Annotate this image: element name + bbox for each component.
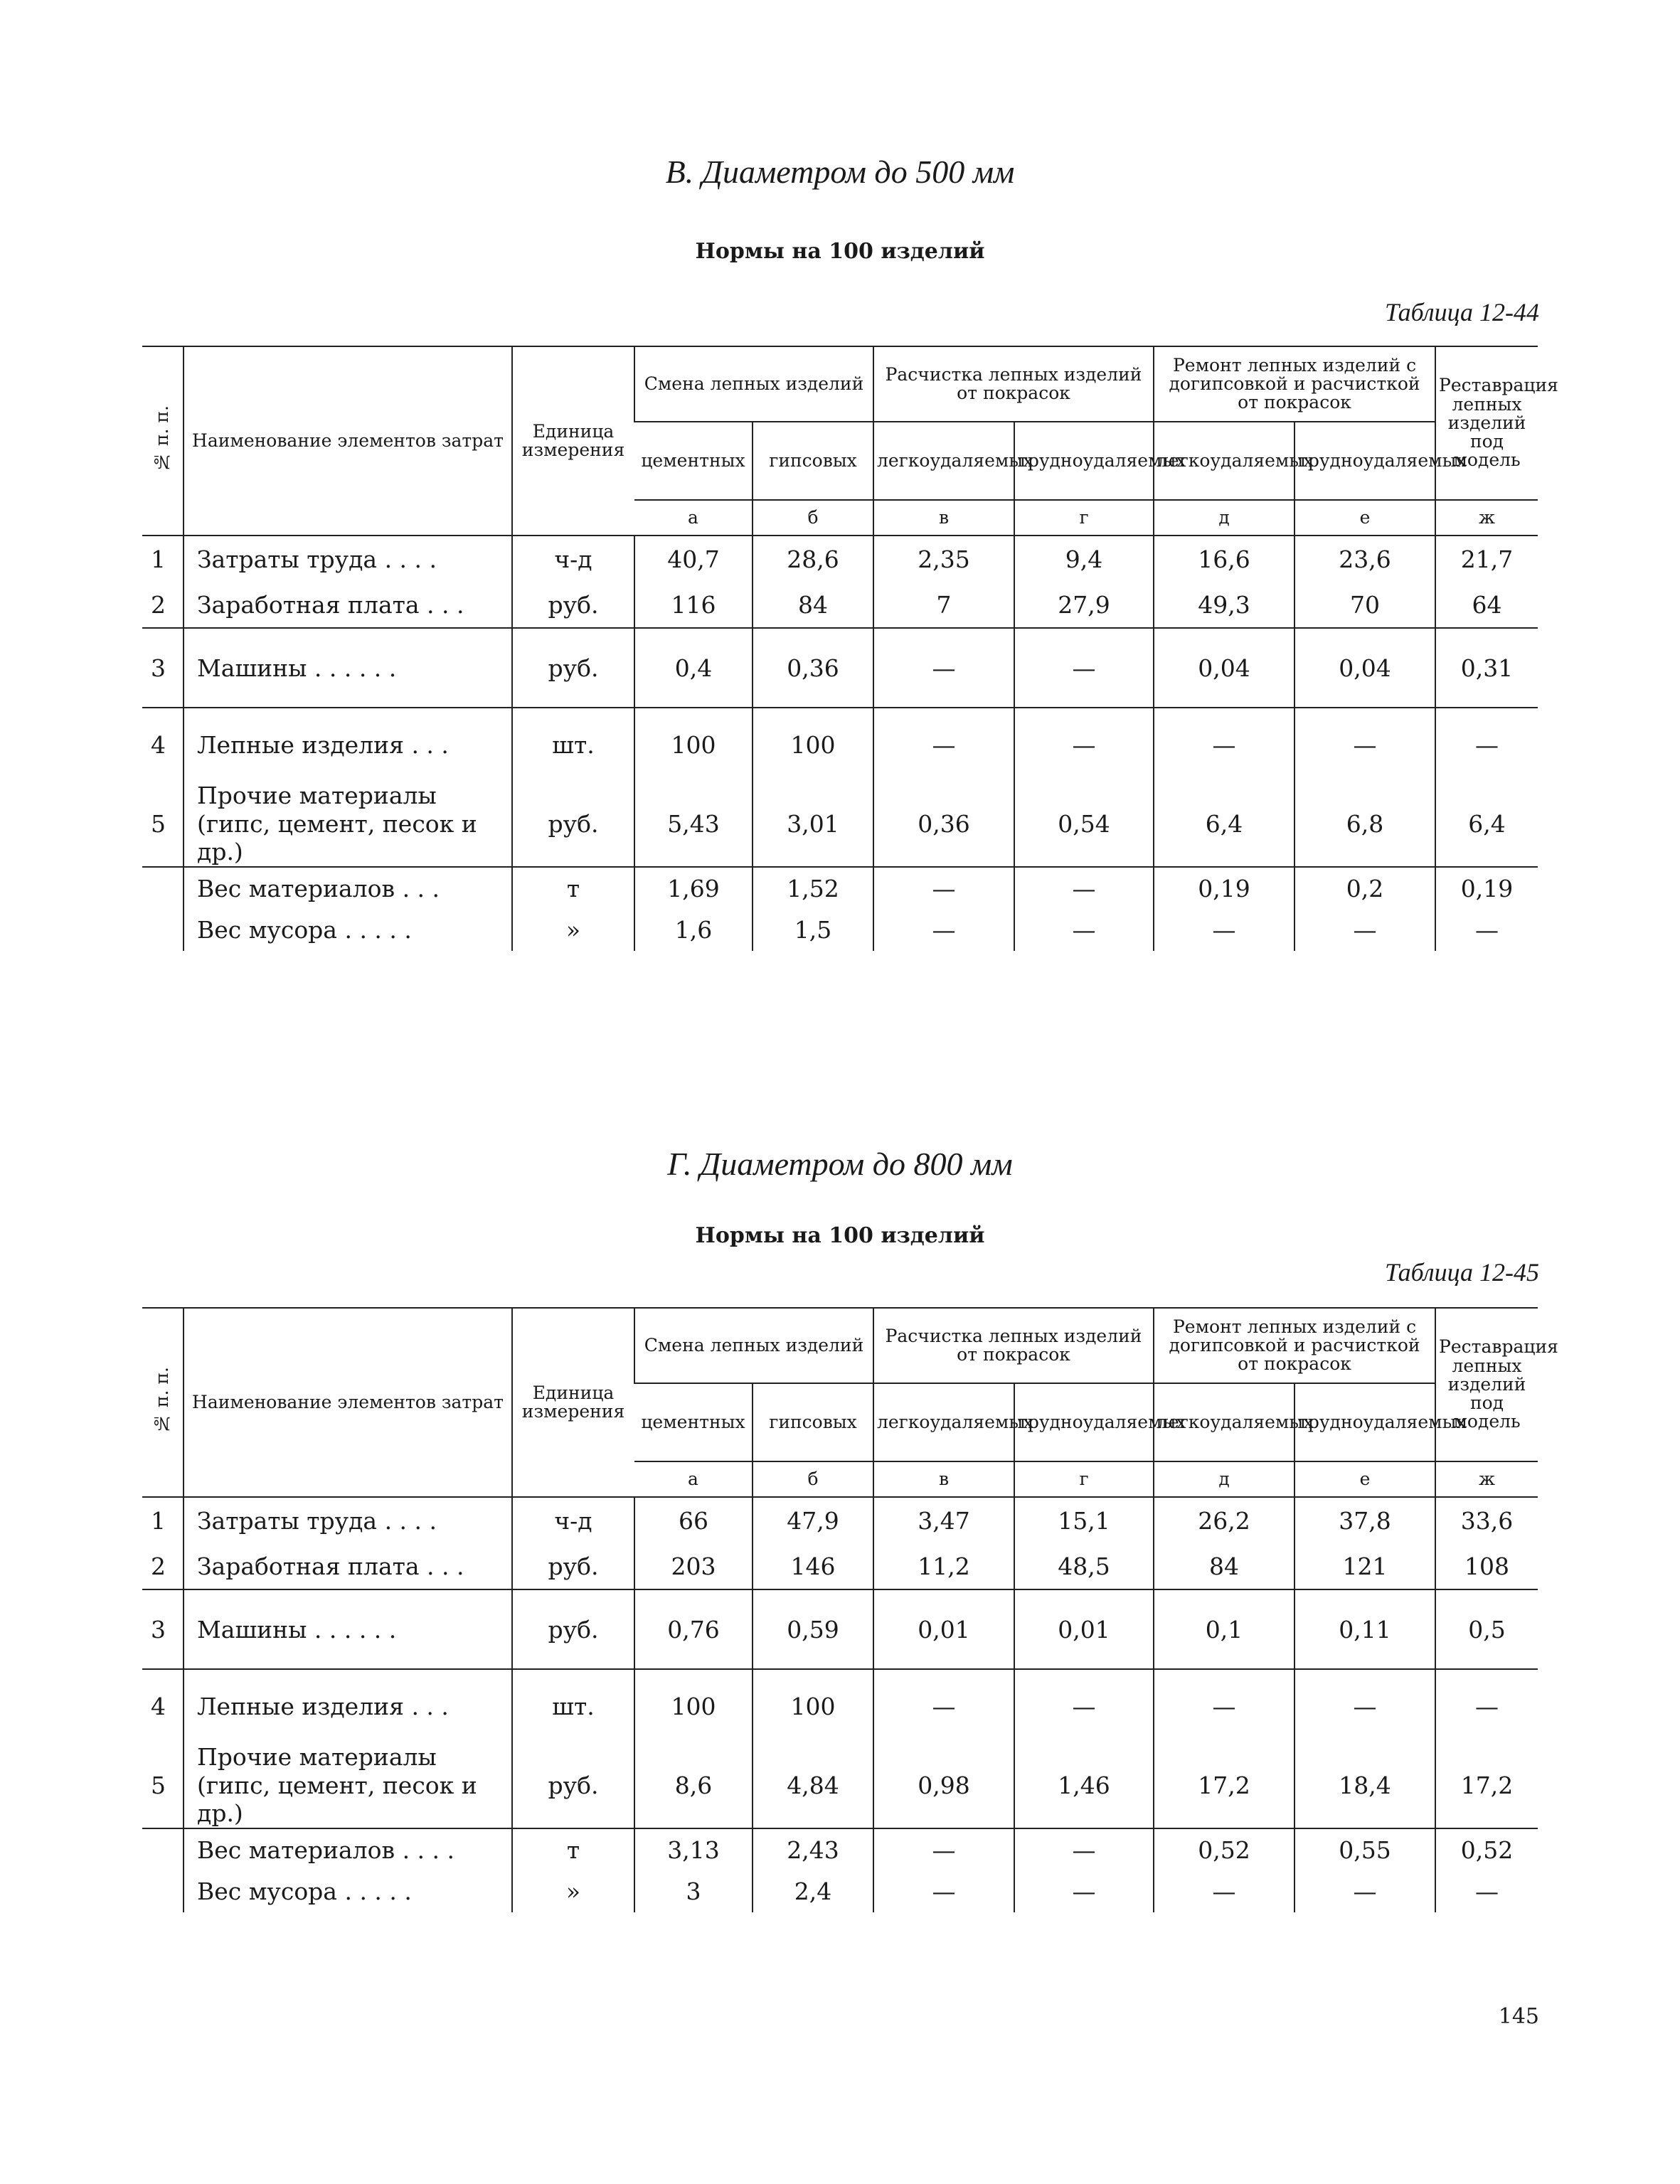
value-cell: 0,2 (1294, 867, 1435, 910)
header-sub-e: трудноудаляемых (1294, 1383, 1435, 1461)
value-cell: 0,54 (1014, 782, 1154, 867)
row-unit: » (512, 910, 634, 951)
value-cell: 28,6 (753, 536, 873, 582)
value-cell: — (873, 910, 1014, 951)
value-cell: 0,11 (1294, 1589, 1435, 1669)
value-cell: 100 (634, 1669, 753, 1743)
table-row (142, 1871, 1538, 1912)
row-unit: т (512, 867, 634, 910)
value-cell: — (1014, 1669, 1154, 1743)
norms-table (142, 346, 1558, 951)
value-cell: 11,2 (873, 1544, 1014, 1589)
header-sub-g: трудноудаляемых (1014, 422, 1154, 500)
norms-table (142, 1307, 1558, 1912)
value-cell: 0,01 (1014, 1589, 1154, 1669)
value-cell: 1,5 (753, 910, 873, 951)
header-sub-a: цементных (634, 1383, 753, 1461)
value-cell: 0,52 (1435, 1828, 1538, 1871)
value-cell: 100 (753, 708, 873, 782)
header-group-restoration: Реставрация лепных изделий под модель (1435, 1308, 1538, 1461)
row-num (142, 867, 184, 910)
table-row (142, 628, 1538, 708)
value-cell: 0,5 (1435, 1589, 1538, 1669)
section-heading: Г. Диаметром до 800 мм (667, 1146, 1013, 1182)
table-label: Таблица 12-45 (1384, 1258, 1539, 1287)
value-cell: 3,47 (873, 1497, 1014, 1544)
value-cell: 16,6 (1154, 536, 1294, 582)
value-cell: 17,2 (1435, 1743, 1538, 1828)
norms-subheading: Нормы на 100 изделий (695, 239, 985, 264)
row-name: Вес мусора . . . . . (184, 910, 512, 951)
col-letter: б (753, 500, 873, 536)
value-cell: — (1014, 628, 1154, 708)
value-cell: — (1014, 910, 1154, 951)
value-cell: 1,52 (753, 867, 873, 910)
value-cell: 0,1 (1154, 1589, 1294, 1669)
value-cell: — (1294, 708, 1435, 782)
header-unit: Единица измерения (512, 346, 634, 536)
section-heading: В. Диаметром до 500 мм (665, 154, 1015, 190)
value-cell: — (873, 628, 1014, 708)
value-cell: 4,84 (753, 1743, 873, 1828)
value-cell: 84 (1154, 1544, 1294, 1589)
col-letter: б (753, 1461, 873, 1497)
value-cell: — (1435, 910, 1538, 951)
value-cell: 0,19 (1435, 867, 1538, 910)
value-cell: 0,04 (1294, 628, 1435, 708)
row-unit: руб. (512, 1589, 634, 1669)
row-num: 2 (142, 582, 184, 628)
value-cell: — (1435, 1871, 1538, 1912)
value-cell: 33,6 (1435, 1497, 1538, 1544)
table-row (142, 1669, 1538, 1743)
row-unit: руб. (512, 628, 634, 708)
value-cell: 64 (1435, 582, 1538, 628)
row-unit: руб. (512, 582, 634, 628)
table-row (142, 910, 1538, 951)
row-name: Прочие материалы (гипс, цемент, песок и др.) (184, 782, 512, 867)
header-num: № п. п. (142, 1308, 184, 1497)
value-cell: 2,43 (753, 1828, 873, 1871)
col-letter: ж (1435, 1461, 1538, 1497)
row-num: 3 (142, 1589, 184, 1669)
table-row (142, 1828, 1538, 1871)
row-num: 5 (142, 782, 184, 867)
table-row (142, 1497, 1538, 1544)
value-cell: 0,98 (873, 1743, 1014, 1828)
row-name: Машины . . . . . . (184, 628, 512, 708)
table-row (142, 708, 1538, 782)
col-letter: д (1154, 500, 1294, 536)
row-num (142, 910, 184, 951)
value-cell: — (1154, 910, 1294, 951)
header-sub-b: гипсовых (753, 1383, 873, 1461)
value-cell: — (1154, 1669, 1294, 1743)
value-cell: 6,4 (1154, 782, 1294, 867)
row-name: Лепные изделия . . . (184, 708, 512, 782)
row-name: Вес материалов . . . (184, 867, 512, 910)
value-cell: 2,35 (873, 536, 1014, 582)
table-row (142, 867, 1538, 910)
row-unit: шт. (512, 708, 634, 782)
value-cell: 26,2 (1154, 1497, 1294, 1544)
header-group-replace: Смена лепных изделий (634, 346, 873, 422)
col-letter: е (1294, 500, 1435, 536)
value-cell: 49,3 (1154, 582, 1294, 628)
value-cell: 47,9 (753, 1497, 873, 1544)
row-unit: т (512, 1828, 634, 1871)
header-sub-a: цементных (634, 422, 753, 500)
value-cell: — (1154, 1871, 1294, 1912)
value-cell: — (1014, 1828, 1154, 1871)
col-letter: а (634, 500, 753, 536)
table-row (142, 536, 1538, 582)
row-num: 1 (151, 545, 166, 573)
col-letter: ж (1435, 500, 1538, 536)
value-cell: — (1014, 1871, 1154, 1912)
table-row (142, 1589, 1538, 1669)
row-name: Прочие материалы (гипс, цемент, песок и др.) (184, 1743, 512, 1828)
header-sub-v: легкоудаляемых (873, 422, 1014, 500)
value-cell: 40,7 (634, 536, 753, 582)
value-cell: 0,52 (1154, 1828, 1294, 1871)
table-row (142, 1743, 1538, 1828)
value-cell: 17,2 (1154, 1743, 1294, 1828)
col-letter: е (1294, 1461, 1435, 1497)
value-cell: 6,8 (1294, 782, 1435, 867)
value-cell: — (1435, 708, 1538, 782)
value-cell: 0,76 (634, 1589, 753, 1669)
row-name: Затраты труда . . . . (184, 536, 512, 582)
value-cell: 3,01 (753, 782, 873, 867)
row-name: Заработная плата . . . (184, 582, 512, 628)
header-group-cleaning: Расчистка лепных изделий от покрасок (873, 1308, 1154, 1383)
value-cell: 203 (634, 1544, 753, 1589)
col-letter: а (634, 1461, 753, 1497)
header-name: Наименование элементов затрат (184, 346, 512, 536)
value-cell: 9,4 (1014, 536, 1154, 582)
row-unit: » (512, 1871, 634, 1912)
value-cell: — (873, 867, 1014, 910)
header-sub-g: трудноудаляемых (1014, 1383, 1154, 1461)
table-row (142, 582, 1538, 628)
row-name: Лепные изделия . . . (184, 1669, 512, 1743)
value-cell: — (1294, 1669, 1435, 1743)
table-label: Таблица 12-44 (1384, 298, 1539, 326)
value-cell: — (1014, 708, 1154, 782)
value-cell: 8,6 (634, 1743, 753, 1828)
norms-subheading: Нормы на 100 изделий (695, 1223, 985, 1248)
row-unit: руб. (512, 1544, 634, 1589)
value-cell: 21,7 (1435, 536, 1538, 582)
value-cell: — (1154, 708, 1294, 782)
value-cell: 1,6 (634, 910, 753, 951)
value-cell: 2,4 (753, 1871, 873, 1912)
value-cell: — (873, 1669, 1014, 1743)
value-cell: — (1294, 910, 1435, 951)
value-cell: 0,36 (873, 782, 1014, 867)
value-cell: — (1294, 1871, 1435, 1912)
header-sub-v: легкоудаляемых (873, 1383, 1014, 1461)
value-cell: 100 (634, 708, 753, 782)
header-sub-d: легкоудаляемых (1154, 422, 1294, 500)
value-cell: 0,04 (1154, 628, 1294, 708)
row-unit: шт. (512, 1669, 634, 1743)
value-cell: 0,19 (1154, 867, 1294, 910)
header-sub-b: гипсовых (753, 422, 873, 500)
header-num: № п. п. (142, 346, 184, 536)
header-group-replace: Смена лепных изделий (634, 1308, 873, 1383)
value-cell: 1,46 (1014, 1743, 1154, 1828)
row-num (142, 1871, 184, 1912)
header-unit: Единица измерения (512, 1308, 634, 1497)
value-cell: 7 (873, 582, 1014, 628)
value-cell: — (873, 1828, 1014, 1871)
col-letter: в (873, 1461, 1014, 1497)
value-cell: 0,55 (1294, 1828, 1435, 1871)
table-row (142, 1544, 1538, 1589)
row-num (142, 1828, 184, 1871)
value-cell: — (1435, 1669, 1538, 1743)
header-group-restoration: Реставрация лепных изделий под модель (1435, 346, 1538, 500)
row-unit: ч-д (512, 1497, 634, 1544)
header-sub-d: легкоудаляемых (1154, 1383, 1294, 1461)
row-unit: ч-д (512, 536, 634, 582)
col-letter: в (873, 500, 1014, 536)
value-cell: 27,9 (1014, 582, 1154, 628)
value-cell: 0,36 (753, 628, 873, 708)
row-name: Вес материалов . . . . (184, 1828, 512, 1871)
col-letter: д (1154, 1461, 1294, 1497)
value-cell: 121 (1294, 1544, 1435, 1589)
header-name: Наименование элементов затрат (184, 1308, 512, 1497)
header-sub-e: трудноудаляемых (1294, 422, 1435, 500)
row-num: 1 (151, 1507, 166, 1535)
value-cell: 3,13 (634, 1828, 753, 1871)
row-name: Затраты труда . . . . (184, 1497, 512, 1544)
value-cell: — (1014, 867, 1154, 910)
header-group-repair: Ремонт лепных изделий с догипсовкой и расчисткой от покрасок (1154, 1308, 1435, 1383)
value-cell: 6,4 (1435, 782, 1538, 867)
value-cell: 1,69 (634, 867, 753, 910)
value-cell: — (873, 708, 1014, 782)
value-cell: 0,4 (634, 628, 753, 708)
row-num: 2 (142, 1544, 184, 1589)
value-cell: 146 (753, 1544, 873, 1589)
value-cell: 108 (1435, 1544, 1538, 1589)
row-name: Машины . . . . . . (184, 1589, 512, 1669)
row-unit: руб. (512, 782, 634, 867)
value-cell: 37,8 (1294, 1497, 1435, 1544)
row-unit: руб. (512, 1743, 634, 1828)
value-cell: 5,43 (634, 782, 753, 867)
value-cell: 66 (634, 1497, 753, 1544)
value-cell: 100 (753, 1669, 873, 1743)
value-cell: 18,4 (1294, 1743, 1435, 1828)
value-cell: 84 (753, 582, 873, 628)
table-row (142, 782, 1538, 867)
col-letter: г (1014, 500, 1154, 536)
row-num: 4 (151, 731, 166, 759)
value-cell: 0,01 (873, 1589, 1014, 1669)
value-cell: 23,6 (1294, 536, 1435, 582)
value-cell: 0,59 (753, 1589, 873, 1669)
value-cell: 116 (634, 582, 753, 628)
value-cell: 0,31 (1435, 628, 1538, 708)
row-num: 5 (142, 1743, 184, 1828)
row-num: 3 (142, 628, 184, 708)
row-name: Заработная плата . . . (184, 1544, 512, 1589)
col-letter: г (1014, 1461, 1154, 1497)
header-group-cleaning: Расчистка лепных изделий от покрасок (873, 346, 1154, 422)
value-cell: 48,5 (1014, 1544, 1154, 1589)
header-group-repair: Ремонт лепных изделий с догипсовкой и расчисткой от покрасок (1154, 346, 1435, 422)
value-cell: — (873, 1871, 1014, 1912)
value-cell: 70 (1294, 582, 1435, 628)
value-cell: 15,1 (1014, 1497, 1154, 1544)
value-cell: 3 (634, 1871, 753, 1912)
page-number: 145 (1498, 2004, 1539, 2029)
row-num: 4 (151, 1693, 166, 1720)
row-name: Вес мусора . . . . . (184, 1871, 512, 1912)
